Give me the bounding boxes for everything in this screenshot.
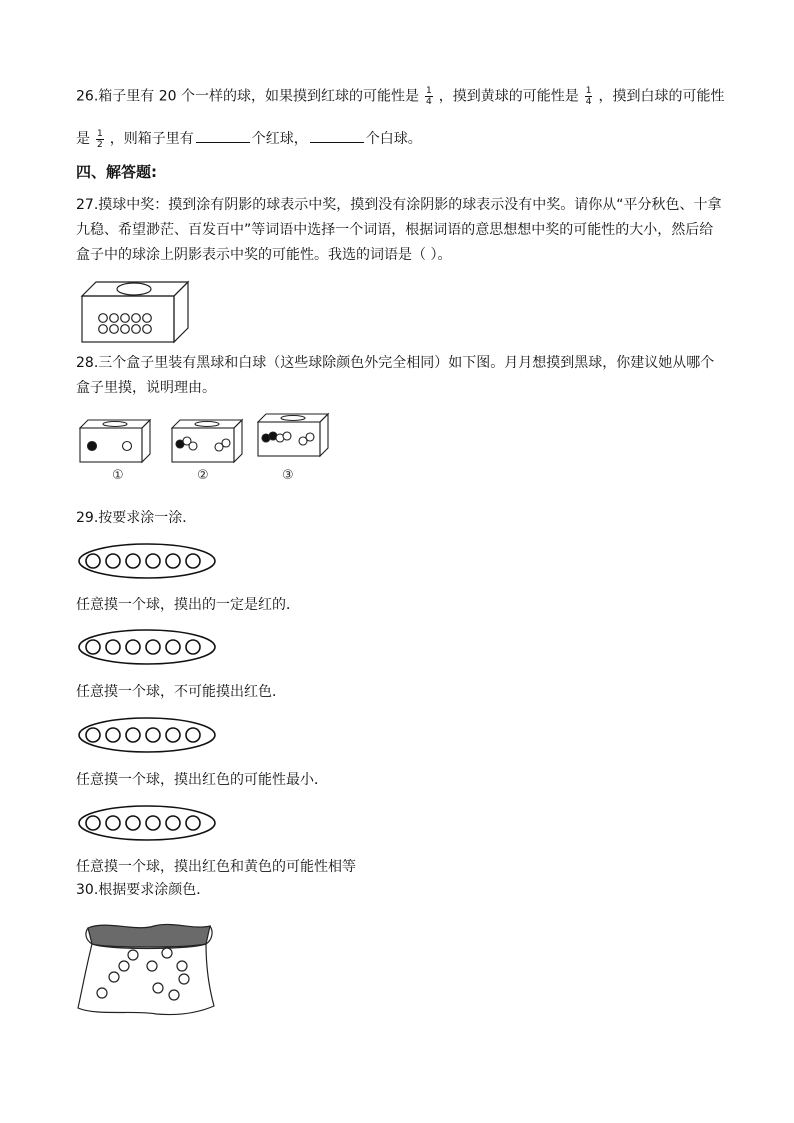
q26-line2: [76, 128, 422, 150]
box-3[interactable]: [258, 414, 330, 458]
answer-blank-white[interactable]: [310, 128, 364, 143]
box-label-3: ③: [282, 468, 294, 483]
prize-box-illustration[interactable]: [82, 280, 192, 344]
q26-text-5: ，则箱子里有: [109, 131, 194, 147]
q28-line1: 28.三个盒子里装有黑球和白球（这些球除颜色外完全相同）如下图。月月想摸到黑球，你建议她从哪个: [76, 355, 715, 371]
q29-caption-1: 任意摸一个球，摸出的一定是红的．: [76, 597, 300, 613]
q27-line1: 27.摸球中奖：摸到涂有阴影的球表示中奖，摸到没有涂阴影的球表示没有中奖。请你从“平分秋色、十拿: [76, 197, 722, 213]
q26-text-7: 个白球。: [365, 131, 422, 147]
ball-oval-3[interactable]: [78, 716, 218, 754]
q30-title: 30.根据要求涂颜色．: [76, 882, 211, 898]
ball-bag-illustration[interactable]: [76, 918, 218, 1018]
q29-caption-3: 任意摸一个球，摸出红色的可能性最小．: [76, 772, 328, 788]
q26-text-1: 26.箱子里有 20 个一样的球，如果摸到红球的可能性是: [76, 88, 419, 105]
q29-title: 29.按要求涂一涂．: [76, 510, 197, 526]
section-title: 四、解答题:: [76, 163, 157, 181]
box-2[interactable]: [172, 420, 244, 464]
q27-line3: 盒子中的球涂上阴影表示中奖的可能性。我选的词语是（ ）。: [76, 247, 452, 263]
fraction-red: $\frac{1}{4}$: [425, 86, 432, 107]
q26-text-2: ，摸到黄球的可能性是: [438, 88, 579, 105]
q26-text-3: ，摸到白球的可能性: [598, 88, 725, 105]
fraction-white: $\frac{1}{2}$: [97, 128, 103, 150]
q26-text-4: 是: [76, 131, 90, 147]
ball-oval-2[interactable]: [78, 628, 218, 666]
box-label-1: ①: [112, 468, 124, 483]
ball-oval-1[interactable]: [78, 542, 218, 580]
q26-line1: [76, 86, 724, 107]
q29-caption-4: 任意摸一个球，摸出红色和黄色的可能性相等: [76, 859, 356, 875]
box-1[interactable]: [80, 420, 152, 464]
answer-blank-red[interactable]: [196, 128, 250, 143]
q26-text-6: 个红球，: [251, 131, 308, 147]
fraction-yellow: $\frac{1}{4}$: [585, 86, 592, 107]
q27-line2: 九稳、希望渺茫、百发百中”等词语中选择一个词语，根据词语的意思想想中奖的可能性的大小，然后给: [76, 222, 714, 238]
box-label-2: ②: [197, 468, 209, 483]
ball-oval-4[interactable]: [78, 804, 218, 842]
q28-line2: 盒子里摸，说明理由。: [76, 380, 216, 396]
q29-caption-2: 任意摸一个球，不可能摸出红色．: [76, 684, 286, 700]
